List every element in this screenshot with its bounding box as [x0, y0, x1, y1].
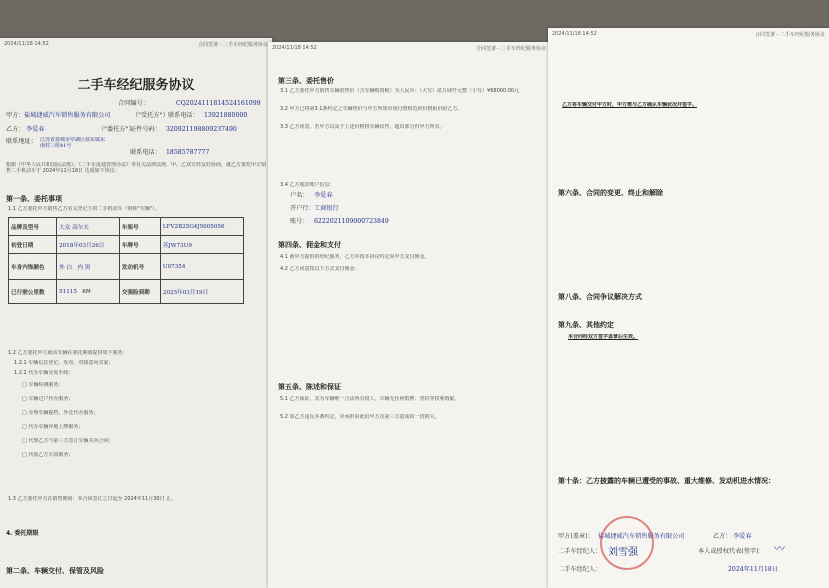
vehicle-info-table — [8, 217, 244, 304]
clause-5-1: 5.1 乙方保证，其为车辆唯一合法所有权人，车辆无任何抵押、查封等权利瑕疵。 — [280, 396, 460, 402]
contract-no-label: 合同编号： — [118, 100, 149, 107]
reg-date-label: 初登日期 — [9, 236, 57, 254]
vin-value: LFV2B25G4J5005056 — [160, 218, 243, 236]
contract-page-2 — [268, 42, 550, 588]
engine-label: 发动机号 — [119, 254, 160, 280]
page-header — [552, 31, 825, 38]
agent-signature: 刘雪强 — [608, 547, 638, 558]
clause-3-2: 3.2 甲方已将第3.1条约定之车辆售价与甲方所知市场行情相近的价格报价给乙方。 — [280, 106, 463, 112]
phone-label: 联系电话： — [168, 112, 199, 119]
page-header — [272, 45, 546, 52]
section-3-heading: 第三条、委托售价 — [278, 77, 334, 85]
agent-label: 二手车经纪人： — [558, 548, 602, 555]
bank-label: 开户行： — [290, 205, 315, 212]
section-4-heading: 第四条、佣金和支付 — [278, 241, 341, 249]
section-8-heading: 第八条、合同争议解决方式 — [558, 293, 642, 301]
section-9-heading: 第九条、其他约定 — [558, 321, 614, 329]
service-item-2: 1.2.2 代办车辆交易手续： — [14, 370, 74, 376]
clause-1-3: 1.3 乙方委托甲方在销售期间：本合同签订之日起至 2024年11月30日 止。 — [8, 496, 177, 502]
service-item-1: 1.2.1 车辆信息登记、发布、对接意向买家； — [14, 360, 114, 366]
clause-3-1: 3.1 乙方委托甲方销售车辆的售价（含车辆购置税）为人民币：（大写）贰万肆仟元整（小写）¥68000.00元 — [280, 88, 520, 94]
reg-date-value: 2018年03月26日 — [57, 236, 120, 254]
service-item-7: □ 代理乙方与第三方签订车辆买卖合同； — [22, 438, 114, 444]
sign-date: 2024年11月18日 — [728, 566, 779, 573]
vin-label: 车架号 — [119, 218, 160, 236]
party-b-sign-label: 乙方： — [713, 533, 732, 540]
clause-4-2: 4.2 乙方同意按以下方式支付佣金： — [280, 266, 360, 272]
service-item-8: □ 代收乙方车款服务； — [22, 452, 74, 458]
section-1-heading: 第一条、委托事项 — [6, 195, 62, 203]
contract-page-3 — [548, 28, 829, 588]
company-seal-icon — [600, 516, 654, 570]
brand-value: 大众 高尔夫 — [57, 218, 120, 236]
plate-value: 苏JW73U9 — [160, 236, 243, 254]
payee-name: 李爱春 — [314, 192, 333, 199]
mileage-unit: KM — [82, 288, 91, 295]
highlight-clause-2: 本合同经双方签字盖章后生效。 — [568, 334, 639, 340]
party-b-name: 李爱春 — [26, 126, 45, 133]
date-label: 二手车经纪人： — [558, 566, 602, 573]
section-10-heading: 第十条：乙方披露的车辆已遭受的事故、重大维修、发动机进水情况： — [558, 477, 775, 485]
mileage-value: 51115 — [59, 288, 77, 295]
color-exterior: 外 白 — [59, 264, 73, 271]
engine-value: U07354 — [160, 254, 243, 280]
page-header — [4, 41, 268, 48]
service-item-5: □ 办理车辆提档、外迁代办服务； — [22, 410, 99, 416]
bank-name: 工商银行 — [314, 205, 339, 212]
mileage-label: 已行驶公里数 — [9, 280, 57, 304]
section-5-heading: 第五条、陈述和保证 — [278, 383, 341, 391]
party-a-label: 甲方： — [6, 112, 25, 119]
header-title: 合同签署－二手车经纪服务协议 — [475, 46, 546, 52]
section-2-heading: 第二条、车辆交付、保管及风险 — [6, 567, 104, 575]
intro-paragraph: 根据《中华人民共和国民法典》、《二手车流通管理办法》等有关法律法规，甲、乙双方经友好协商，就乙方委托甲方销售二手机动车于 2024年11月18日 达成如下协议： — [6, 162, 266, 175]
header-title: 合同签署－二手车经纪服务协议 — [197, 42, 268, 48]
mileage-cell — [57, 280, 120, 304]
party-a-sign-label: 甲方(盖章)： — [558, 533, 594, 540]
clause-1-1: 1.1 乙方委托甲方销售乙方名义登记下的二手机动车（简称"车辆"）。 — [8, 206, 160, 212]
account-number: 6222021109000723849 — [314, 218, 389, 225]
contract-page-1 — [0, 38, 272, 588]
party-b-phone: 18585787777 — [166, 149, 210, 156]
header-date: 2024/11/18 14:52 — [272, 45, 317, 51]
insurance-label: 交强险到期 — [119, 280, 160, 304]
payee-label: 户名： — [290, 192, 309, 199]
brand-label: 品牌及型号 — [9, 218, 57, 236]
section-fee-heading: 4. 委托期限 — [6, 530, 39, 537]
section-6-heading: 第六条、合同的变更、终止和解除 — [558, 189, 663, 197]
header-date: 2024/11/18 14:52 — [4, 41, 49, 47]
clause-3-4: 3.4 乙方收款账户信息： — [280, 182, 335, 188]
account-label: 账号： — [290, 218, 309, 225]
party-a-sign-name: 盐城捷威汽车销售服务有限公司 — [598, 533, 685, 540]
color-value — [57, 254, 120, 280]
clause-4-1: 4.1 就甲方提供的经纪服务，乙方应按本协议约定向甲方支付佣金。 — [280, 254, 430, 260]
clause-3-3: 3.3 乙方同意，若甲方以高于上述价格将车辆出售，超出部分归甲方所有。 — [280, 124, 445, 130]
service-item-6: □ 代办车辆异地上牌服务； — [22, 424, 84, 430]
party-b-address: 江苏省盐城市亭湖区盐东镇东南村三组41号 — [40, 137, 106, 150]
address-label: 联系地址： — [6, 138, 37, 145]
phone-label-b: 联系电话： — [130, 149, 161, 156]
party-b-suffix: （"委托方"） — [98, 126, 135, 133]
header-date: 2024/11/18 14:52 — [552, 31, 597, 37]
id-label: 证件号码： — [130, 126, 161, 133]
party-a-phone: 13921880000 — [204, 112, 248, 119]
plate-label: 车牌号 — [119, 236, 160, 254]
clause-1-2: 1.2 乙方委托甲方就该车辆在委托期间提供如下服务： — [8, 350, 128, 356]
color-label: 车身内饰颜色 — [9, 254, 57, 280]
party-b-sign-name: 李爱春 — [733, 533, 752, 540]
service-item-4: □ 车辆过户代办服务； — [22, 396, 74, 402]
party-b-label: 乙方： — [6, 126, 25, 133]
party-a-suffix: （"受托方"） — [132, 112, 169, 119]
header-title: 合同签署－二手车经纪服务协议 — [754, 32, 825, 38]
contract-no: CQ2024111814524161099 — [176, 100, 261, 107]
party-b-signature: 〰 — [774, 542, 785, 555]
party-a-name: 盐城捷威汽车销售服务有限公司 — [24, 112, 111, 119]
clause-5-2: 5.2 如乙方违反本条约定，应承担由此给甲方及第三方造成的一切损失。 — [280, 414, 440, 420]
insurance-value: 2025年03月19日 — [160, 280, 243, 304]
party-b-id: 320921198809237490 — [166, 126, 237, 133]
color-interior: 内 黑 — [77, 264, 91, 271]
auth-label: 本人或授权代表(签字)： — [698, 548, 765, 555]
service-item-3: □ 车辆检测服务； — [22, 382, 64, 388]
highlight-clause-1: 乙方将车辆交付甲方时，甲方需与乙方确认车辆状况并签字。 — [562, 102, 698, 108]
document-title: 二手车经纪服务协议 — [77, 78, 195, 93]
